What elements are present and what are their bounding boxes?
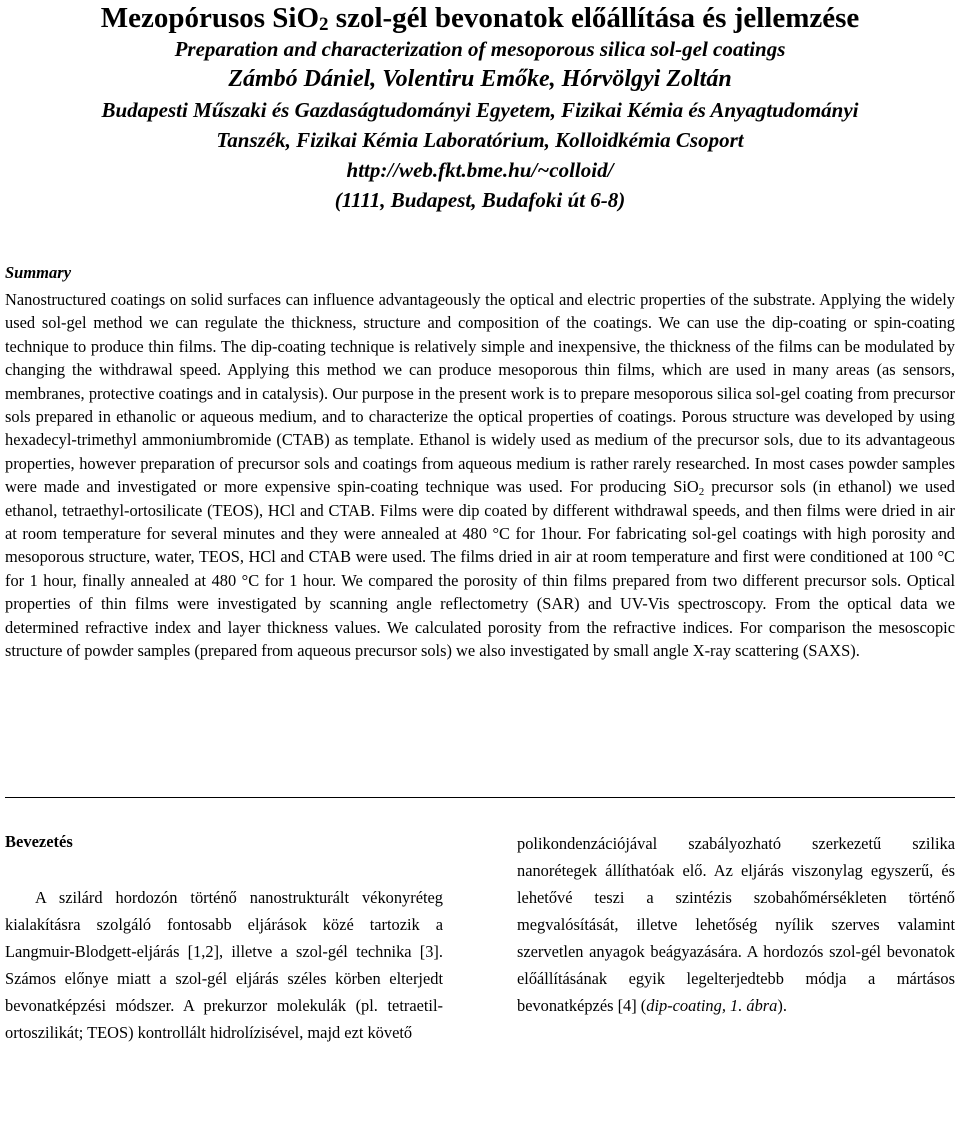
intro-figure-reference: dip-coating, 1. ábra xyxy=(646,996,778,1015)
page-title xyxy=(0,0,960,36)
affiliation-line-2: Tanszék, Fizikai Kémia Laboratórium, Kolloidkémia Csoport xyxy=(216,128,744,152)
affiliation-line-1: Budapesti Műszaki és Gazdaságtudományi Egyetem, Fizikai Kémia és Anyagtudományi xyxy=(101,98,859,122)
intro-right-column xyxy=(517,830,955,1019)
summary-text-part-1: Nanostructured coatings on solid surfaces can influence advantageously the optical and electric properties of the substrate. Applying the widely used sol-gel method we can regulate the thickness, structure and composition of the coatings. We can use the dip-coating or spin-coating technique to produce thin films. The dip-coating technique is relatively simple and inexpensive, the thickness of the films can be modulated by changing the withdrawal speed. Applying this method we can produce mesoporous thin films, which are used in many areas (as sensors, membranes, protective coatings and in catalysis). Our purpose in the present work is to prepare mesoporous silica sol-gel coating from precursor sols prepared in ethanolic or aqueous medium, and to characterize the optical properties of coatings. Porous structure was developed by using hexadecyl-trimethyl ammoniumbromide (CTAB) as template. Ethanol is widely used as medium of the precursor sols, due to its advantageous properties, however preparation of precursor sols and coatings from aqueous medium is rather rarely researched. In most cases powder samples were made and investigated or more expensive spin-coating technique was used. For producing SiO xyxy=(5,290,955,497)
postal-address: (1111, Budapest, Budafoki út 6-8) xyxy=(334,188,626,212)
intro-left-column: A szilárd hordozón történő nanostrukturált vékonyréteg kialakításra szolgáló fontosabb eljárások közé tartozik a Langmuir-Blodgett-eljárás [1,2], illetve a szol-gél technika [3]. Számos előnye miatt a szol-gél eljárás széles körben elterjedt bevonatképzési módszer. A prekurzor molekulák (pl. tetraetil-ortoszilikát; TEOS) kontrollált hidrolízisével, majd ezt követő xyxy=(5,888,443,1042)
summary-subscript: 2 xyxy=(698,486,705,499)
title-main: Mezopórusos SiO xyxy=(100,2,320,34)
summary-heading: Summary xyxy=(5,263,72,282)
intro-right-text: polikondenzációjával szabályozható szerkezetű szilika nanorétegek állíthatóak elő. Az eljárás viszonylag egyszerű, és lehetővé teszi a szintézis szobahőmérsékleten történő megvalósítását, illetve lehetőség nyílik szerves valamint szervetlen anyagok beágyazására. A hordozós szol-gél bevonatok előállításának egyik legelterjedtebb módja a mártásos bevonatképzés [4] ( xyxy=(517,834,955,1015)
author-list: Zámbó Dániel, Volentiru Emőke, Hórvölgyi Zoltán xyxy=(228,66,732,92)
summary-paragraph xyxy=(5,288,955,663)
title-subscript: 2 xyxy=(319,14,329,35)
group-url[interactable]: http://web.fkt.bme.hu/~colloid/ xyxy=(346,158,614,182)
intro-right-end: ). xyxy=(777,996,787,1015)
introduction-heading: Bevezetés xyxy=(5,832,73,851)
title-rest: szol-gél bevonatok előállítása és jellemzése xyxy=(328,2,860,34)
summary-text-part-2: precursor sols (in ethanol) we used ethanol, tetraethyl-ortosilicate (TEOS), HCl and CTAB. Films were dip coated by different withdrawal speeds, and then films were dried in air at room temperature for several minutes and they were annealed at 480 °C for 1hour. For fabricating sol-gel coatings with high porosity and mesoporous structure, water, TEOS, HCl and CTAB were used. The films dried in air at room temperature and first were conditioned at 100 °C for 1 hour, finally annealed at 480 °C for 1 hour. We compared the porosity of thin films prepared from two different precursor sols. Optical properties of thin films were investigated by scanning angle reflectometry (SAR) and UV-Vis spectroscopy. From the optical data we determined refractive index and layer thickness values. We calculated porosity from the refractive indices. For comparison the mesoscopic structure of powder samples (prepared from aqueous precursor sols) we also investigated by small angle X-ray scattering (SAXS). xyxy=(5,477,955,661)
section-divider xyxy=(5,797,955,798)
english-title: Preparation and characterization of mesoporous silica sol-gel coatings xyxy=(174,37,786,61)
